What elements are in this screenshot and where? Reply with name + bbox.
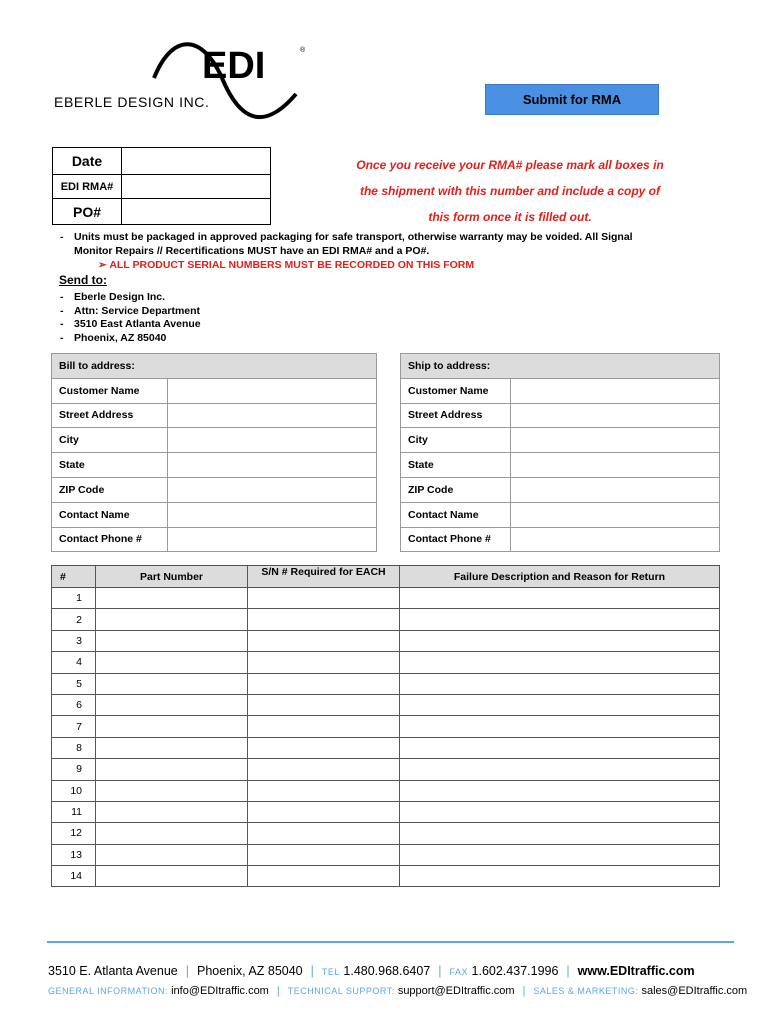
ship-field-label: Contact Name	[401, 502, 511, 527]
serial-number-cell[interactable]	[248, 673, 400, 694]
general-email-link[interactable]: info@EDItraffic.com	[171, 985, 269, 997]
ship-field-label: Contact Phone #	[401, 527, 511, 552]
part-number-cell[interactable]	[96, 694, 248, 715]
part-number-cell[interactable]	[96, 652, 248, 673]
notice-line: Once you receive your RMA# please mark all boxes in	[356, 158, 664, 172]
bill-field-label: Customer Name	[52, 378, 168, 403]
date-field[interactable]	[122, 148, 271, 175]
row-number: 12	[52, 823, 96, 844]
tech-email-link[interactable]: support@EDItraffic.com	[397, 985, 515, 997]
ship-city-input[interactable]	[511, 428, 720, 453]
failure-description-cell[interactable]	[400, 630, 720, 651]
submit-rma-button[interactable]: Submit for RMA	[485, 84, 659, 115]
bill-zip-input[interactable]	[168, 477, 377, 502]
general-info-label: GENERAL INFORMATION:	[48, 986, 169, 996]
ship-state-input[interactable]	[511, 453, 720, 478]
table-row	[52, 844, 720, 865]
footer-tel: 1.480.968.6407	[343, 964, 431, 978]
rma-notice	[318, 152, 702, 230]
table-row	[52, 801, 720, 822]
row-number: 1	[52, 588, 96, 609]
part-number-cell[interactable]	[96, 716, 248, 737]
bill-field-label: Contact Phone #	[52, 527, 168, 552]
bill-to-heading: Bill to address:	[52, 354, 377, 379]
tel-label: TEL	[321, 967, 340, 977]
row-number: 9	[52, 759, 96, 780]
failure-description-cell[interactable]	[400, 673, 720, 694]
bill-field-label: City	[52, 428, 168, 453]
footer-divider	[47, 941, 734, 943]
instruction-line: Monitor Repairs // Recertifications MUST have an EDI RMA# and a PO#.	[74, 245, 430, 257]
failure-description-cell[interactable]	[400, 759, 720, 780]
failure-description-cell[interactable]	[400, 801, 720, 822]
table-row	[52, 652, 720, 673]
bill-field-label: State	[52, 453, 168, 478]
dash-marker: -	[60, 291, 64, 303]
table-row	[52, 737, 720, 758]
failure-description-cell[interactable]	[400, 737, 720, 758]
row-number: 5	[52, 673, 96, 694]
row-number: 14	[52, 866, 96, 887]
footer-email-line	[48, 985, 748, 997]
separator: |	[310, 964, 314, 978]
row-number: 13	[52, 844, 96, 865]
bill-state-input[interactable]	[168, 453, 377, 478]
po-field[interactable]	[122, 199, 271, 225]
failure-description-cell[interactable]	[400, 844, 720, 865]
logo-company-name: EBERLE DESIGN INC.	[54, 94, 210, 110]
send-to-address	[60, 291, 201, 345]
part-number-cell[interactable]	[96, 780, 248, 801]
notice-line: this form once it is filled out.	[428, 210, 592, 224]
serial-number-cell[interactable]	[248, 630, 400, 651]
serial-number-cell[interactable]	[248, 737, 400, 758]
table-row	[52, 630, 720, 651]
serial-number-cell[interactable]	[248, 866, 400, 887]
part-number-cell[interactable]	[96, 630, 248, 651]
failure-description-cell[interactable]	[400, 780, 720, 801]
failure-description-cell[interactable]	[400, 652, 720, 673]
row-number: 7	[52, 716, 96, 737]
serial-number-cell[interactable]	[248, 652, 400, 673]
part-number-cell[interactable]	[96, 801, 248, 822]
table-row	[52, 694, 720, 715]
dash-marker: -	[60, 231, 64, 243]
footer-contact-line	[48, 964, 732, 978]
row-number: 4	[52, 652, 96, 673]
address-line: 3510 East Atlanta Avenue	[74, 318, 201, 330]
part-number-cell[interactable]	[96, 737, 248, 758]
serial-warning	[60, 258, 700, 272]
dash-marker: -	[60, 331, 64, 344]
ship-contact-name-input[interactable]	[511, 502, 720, 527]
table-row	[52, 609, 720, 630]
row-number: 2	[52, 609, 96, 630]
failure-description-cell[interactable]	[400, 588, 720, 609]
edi-rma-field[interactable]	[122, 175, 271, 199]
row-number: 3	[52, 630, 96, 651]
ship-field-label: State	[401, 453, 511, 478]
fax-label: FAX	[449, 967, 469, 977]
part-number-cell[interactable]	[96, 844, 248, 865]
separator: |	[185, 964, 189, 978]
bill-street-input[interactable]	[168, 403, 377, 428]
col-header-part-number: Part Number	[96, 566, 248, 588]
part-number-cell[interactable]	[96, 673, 248, 694]
ship-customer-name-input[interactable]	[511, 378, 720, 403]
footer-fax: 1.602.437.1996	[471, 964, 559, 978]
row-number: 11	[52, 801, 96, 822]
serial-warning-text: ALL PRODUCT SERIAL NUMBERS MUST BE RECORDED ON THIS FORM	[109, 259, 475, 271]
edi-rma-label: EDI RMA#	[53, 175, 122, 199]
bill-customer-name-input[interactable]	[168, 378, 377, 403]
ship-field-label: Street Address	[401, 403, 511, 428]
failure-description-cell[interactable]	[400, 823, 720, 844]
serial-number-cell[interactable]	[248, 694, 400, 715]
tech-support-label: TECHNICAL SUPPORT:	[287, 986, 395, 996]
ship-to-heading: Ship to address:	[401, 354, 720, 379]
footer-address: 3510 E. Atlanta Avenue	[48, 964, 178, 978]
bill-contact-phone-input[interactable]	[168, 527, 377, 552]
separator: |	[438, 964, 442, 978]
col-header-failure: Failure Description and Reason for Return	[400, 566, 720, 588]
bill-field-label: Street Address	[52, 403, 168, 428]
part-number-cell[interactable]	[96, 759, 248, 780]
ship-to-table	[400, 353, 720, 552]
date-label: Date	[53, 148, 122, 175]
separator: |	[276, 985, 280, 997]
table-row	[52, 780, 720, 801]
logo-swoosh-icon	[52, 38, 312, 133]
serial-number-cell[interactable]	[248, 823, 400, 844]
bill-city-input[interactable]	[168, 428, 377, 453]
edi-logo	[52, 38, 312, 133]
bill-field-label: Contact Name	[52, 502, 168, 527]
serial-number-cell[interactable]	[248, 801, 400, 822]
table-row	[52, 716, 720, 737]
ship-field-label: ZIP Code	[401, 477, 511, 502]
serial-number-cell[interactable]	[248, 609, 400, 630]
row-number: 8	[52, 737, 96, 758]
address-line: Attn: Service Department	[74, 304, 201, 317]
ship-street-input[interactable]	[511, 403, 720, 428]
header-fields-table	[52, 147, 271, 225]
table-row	[52, 759, 720, 780]
part-number-cell[interactable]	[96, 823, 248, 844]
ship-contact-phone-input[interactable]	[511, 527, 720, 552]
bill-contact-name-input[interactable]	[168, 502, 377, 527]
part-number-cell[interactable]	[96, 588, 248, 609]
parts-table	[51, 565, 720, 887]
serial-number-cell[interactable]	[248, 780, 400, 801]
row-number: 6	[52, 694, 96, 715]
failure-description-cell[interactable]	[400, 866, 720, 887]
serial-number-cell[interactable]	[248, 759, 400, 780]
sales-label: SALES & MARKETING:	[533, 986, 639, 996]
dash-marker: -	[60, 304, 64, 317]
po-label: PO#	[53, 199, 122, 225]
instruction-line: Units must be packaged in approved packaging for safe transport, otherwise warranty may be voided. All Signal	[74, 231, 633, 243]
bill-field-label: ZIP Code	[52, 477, 168, 502]
part-number-cell[interactable]	[96, 609, 248, 630]
arrow-bullet-icon: ➢	[98, 259, 107, 271]
failure-description-cell[interactable]	[400, 694, 720, 715]
registered-mark: ®	[300, 47, 306, 54]
packaging-instructions	[60, 230, 700, 272]
send-to-heading: Send to:	[59, 273, 107, 287]
ship-field-label: Customer Name	[401, 378, 511, 403]
bill-to-table	[51, 353, 377, 552]
address-line: Eberle Design Inc.	[74, 291, 166, 303]
col-header-number: #	[52, 566, 96, 588]
serial-number-cell[interactable]	[248, 844, 400, 865]
table-row	[52, 588, 720, 609]
footer-city: Phoenix, AZ 85040	[197, 964, 303, 978]
ship-field-label: City	[401, 428, 511, 453]
serial-number-cell[interactable]	[248, 588, 400, 609]
failure-description-cell[interactable]	[400, 716, 720, 737]
ship-zip-input[interactable]	[511, 477, 720, 502]
footer-website-link[interactable]: www.EDItraffic.com	[577, 964, 695, 978]
table-row	[52, 823, 720, 844]
serial-number-cell[interactable]	[248, 716, 400, 737]
failure-description-cell[interactable]	[400, 609, 720, 630]
notice-line: the shipment with this number and include a copy of	[359, 184, 661, 198]
part-number-cell[interactable]	[96, 866, 248, 887]
address-line: Phoenix, AZ 85040	[74, 331, 167, 344]
separator: |	[566, 964, 570, 978]
dash-marker: -	[60, 318, 64, 330]
table-row	[52, 866, 720, 887]
separator: |	[522, 985, 526, 997]
sales-email-link[interactable]: sales@EDItraffic.com	[641, 985, 748, 997]
table-row	[52, 673, 720, 694]
col-header-serial: S/N # Required for EACH	[248, 566, 400, 588]
row-number: 10	[52, 780, 96, 801]
logo-brand: EDI	[202, 45, 266, 87]
